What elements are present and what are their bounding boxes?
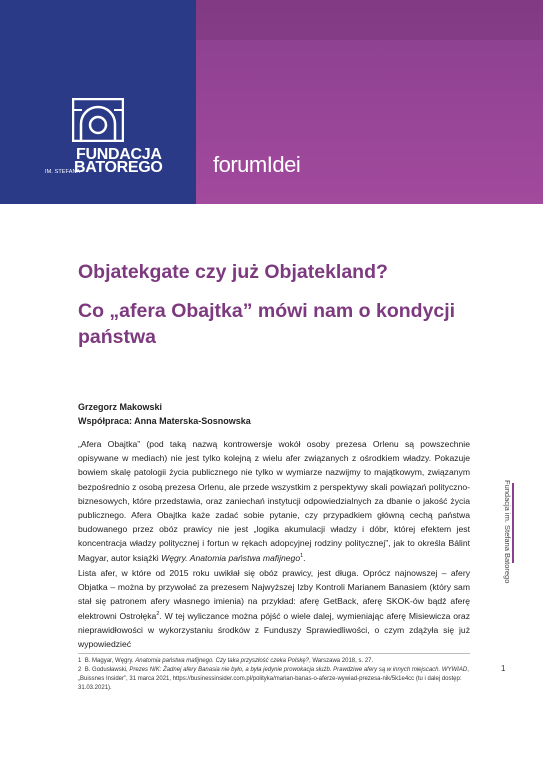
paragraph-1-book-title: Węgry. Anatomia państwa mafijnego <box>161 552 301 563</box>
fundacja-word: FUNDACJA <box>76 146 162 163</box>
paragraph-1-text: „Afera Obajtka” (pod taką nazwą kontrowersje wokół osoby prezesa Orlenu są powszechnie opisywane w mediach) nie jest tylko kolejną z wielu afer związanych z ośrodkiem władzy. Pokazuje bowiem skalę patologii życia publicznego nie tylko w wymiarze nazwijmy to majątkowym, związanym bezpośrednio z osobą prezesa Orlenu, ale przede wszystkim z perspektywy skali powiązań polityczno-biznesowych, które przedstawia, oraz zaniechań instytucji odpowiedzialnych za dbanie o jakość życia publicznego. Afera Obajtka każe zadać sobie pytanie, czy przypadkiem główną cechą państwa budowanego przez obóz prawicy nie jest „logika akumulacji władzy i dóbr, której efektem jest koncentracja władzy politycznej i fortun w rękach adopcyjnej rodziny politycznej”, jak to określa Bálint Magyar, autor książki <box>78 439 470 563</box>
page-number: 1 <box>501 664 506 673</box>
paragraph-1-end: . <box>303 552 306 563</box>
sidebar-vertical-text: Fundacja im. Stefana Batorego <box>503 480 512 584</box>
footnote-2-number: 2 <box>78 667 82 673</box>
forum-idei-logo: forumIdei <box>213 152 301 177</box>
footnote-1-text: B. Magyar, Węgry. <box>84 658 136 664</box>
footnote-2-text: B. Godusławski, <box>84 667 130 673</box>
fundacja-logo-icon <box>72 98 124 142</box>
footnote-divider <box>78 653 470 654</box>
page-header <box>0 0 543 204</box>
title-line-2: Co „afera Obajtka” mówi nam o kondycji państwa <box>78 300 456 348</box>
footnote-2 <box>78 666 470 693</box>
footnote-2-text-b[interactable]: , „Buissnes Insider”, 31 marca 2021, https://businessinsider.com.pl/polityka/marian-banas-o-aferze-wywiad-prezesa-nik/5k1e4cc (tu i dalej dostęp: 31.03.2021). <box>78 667 469 691</box>
paragraph-2-text-b: . W tej wyliczance można pójść o wiele dalej, wymieniając aferę Misiewicza oraz nieprawidłowości w wykorzystaniu środków z Funduszy Sprawiedliwości, o czym zdążyła się już wypowiedzieć <box>78 610 470 650</box>
cooperation-line: Współpraca: Anna Materska-Sosnowska <box>78 416 251 426</box>
title-line-1: Objatekgate czy już Objatekland? <box>78 261 388 283</box>
footnote-1-italic: Anatomia państwa mafijnego. Czy taka przyszłość czeka Polskę? <box>135 658 310 664</box>
footnote-ref-1[interactable]: 1 <box>300 552 304 559</box>
author-name: Grzegorz Makowski <box>78 402 163 412</box>
im-stefana-label: IM. STEFANA <box>45 169 81 175</box>
footnote-1 <box>78 657 470 666</box>
paragraph-2 <box>78 566 470 651</box>
paragraph-2-text: Lista afer, w które od 2015 roku uwikłał się obóz prawicy, jest długa. Oprócz najnowszej – afery Objatka – można by przywołać za prezesem Najwyższej Izby Kontroli Marianem Banasiem (który sam stał się patronem afery własnego imienia) na przykład: aferę GetBack, aferę SKOK-ów bądź aferę elektrowni Ostrołęka <box>78 568 470 621</box>
footnotes <box>78 657 470 693</box>
paragraph-1 <box>78 437 470 565</box>
sidebar-accent-bar <box>512 483 514 563</box>
footnote-ref-2[interactable]: 2 <box>156 610 160 617</box>
footnote-2-italic: Prezes NIK: Żadnej afery Banasia nie było, a była jedynie prowokacja służb. Prawdziwe afery są w innych miejscach. WYWIAD <box>129 667 468 673</box>
footnote-1-number: 1 <box>78 658 82 664</box>
sidebar-vertical-label <box>498 480 520 630</box>
footnote-1-text-b: , Warszawa 2018, s. 27. <box>309 658 374 664</box>
batorego-word: BATOREGO <box>74 159 163 176</box>
